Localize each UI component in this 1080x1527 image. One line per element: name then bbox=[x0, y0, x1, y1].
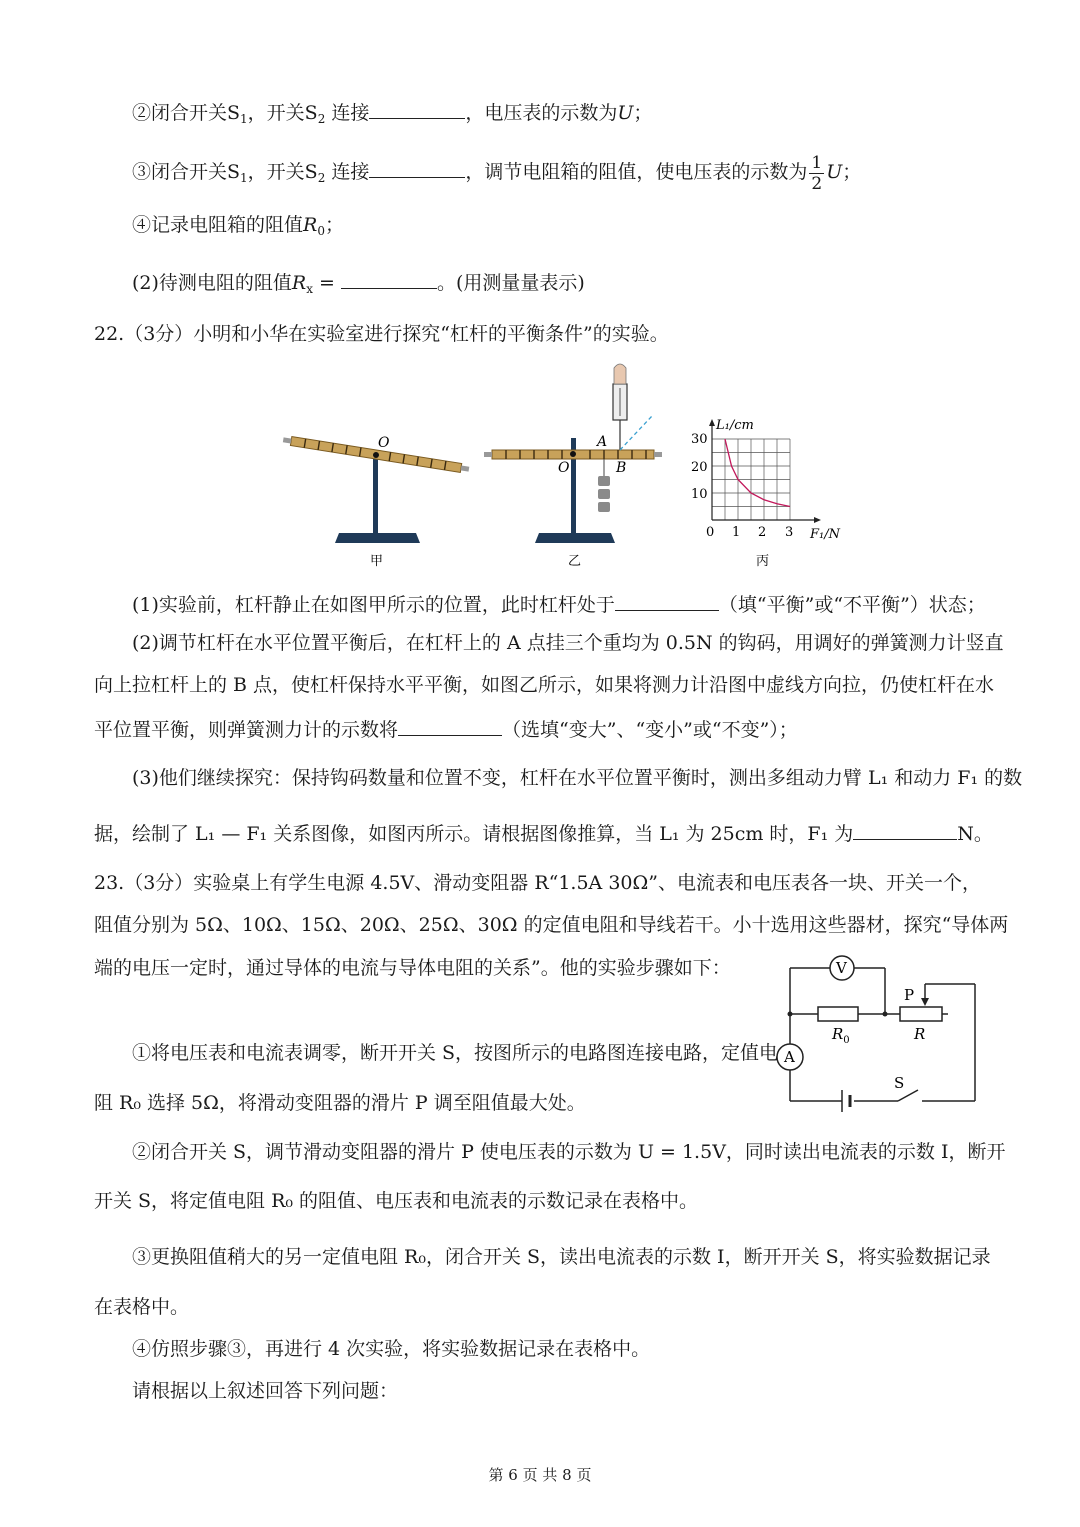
graph-xlabel: F₁/N bbox=[810, 527, 840, 542]
circuit-diagram bbox=[770, 952, 985, 1112]
q22-p3-line1: (3)他们继续探究：保持钩码数量和位置不变，杠杆在水平位置平衡时，测出多组动力臂 L₁ 和动力 F₁ 的数 bbox=[132, 767, 1023, 789]
label-O: O bbox=[558, 460, 570, 476]
q23-step4: ④仿照步骤③，再进行 4 次实验，将实验数据记录在表格中。 bbox=[132, 1338, 651, 1360]
figure-label-yi: 乙 bbox=[568, 554, 582, 569]
fraction: $\frac{1}{2}$ bbox=[811, 152, 823, 194]
q22-title: 22.（3分）小明和小华在实验室进行探究“杠杆的平衡条件”的实验。 bbox=[94, 323, 669, 345]
ytick-30: 30 bbox=[691, 432, 708, 447]
xtick-3: 3 bbox=[785, 525, 794, 540]
xtick-2: 2 bbox=[758, 525, 767, 540]
answer-blank[interactable] bbox=[398, 715, 502, 736]
q23-line2: 阻值分别为 5Ω、10Ω、15Ω、20Ω、25Ω、30Ω 的定值电阻和导线若干。小十选用这些器材，探究“导体两 bbox=[94, 914, 1009, 936]
figure-yi bbox=[480, 360, 670, 570]
switch-label: S bbox=[894, 1074, 905, 1092]
figure-label-bing: 丙 bbox=[756, 554, 770, 569]
q23-step3-line2: 在表格中。 bbox=[94, 1296, 190, 1318]
answer-blank[interactable] bbox=[369, 157, 465, 178]
xtick-0: 0 bbox=[706, 525, 715, 540]
q21-step3: ③闭合开关$S_1$，开关$S_2$ 连接 ，调节电阻箱的阻值，使电压表的示数为 $\frac{1}{2}$ U； bbox=[132, 152, 862, 194]
ytick-20: 20 bbox=[691, 460, 708, 475]
label-A: A bbox=[597, 434, 608, 450]
q22-p2-line3: 平位置平衡，则弹簧测力计的示数将 （选填“变大”、“变小”或“不变”）； bbox=[94, 715, 798, 743]
q23-step1-line2: 阻 R₀ 选择 5Ω，将滑动变阻器的滑片 P 调至阻值最大处。 bbox=[94, 1092, 586, 1114]
answer-blank[interactable] bbox=[369, 98, 465, 119]
page-footer: 第 6 页 共 8 页 bbox=[488, 1466, 592, 1484]
q22-p2-line1: (2)调节杠杆在水平位置平衡后，在杠杆上的 A 点挂三个重均为 0.5N 的钩码，用调好的弹簧测力计竖直 bbox=[132, 632, 1004, 654]
figure-jia bbox=[280, 425, 475, 570]
ytick-10: 10 bbox=[691, 487, 708, 502]
figure-bing-graph bbox=[682, 415, 852, 573]
ammeter-label: A bbox=[784, 1048, 795, 1066]
q22-p3-line2: 据，绘制了 L₁ — F₁ 关系图像，如图丙所示。请根据图像推算，当 L₁ 为 25cm 时，F₁ 为 N。 bbox=[94, 819, 993, 847]
voltmeter-label: V bbox=[836, 959, 847, 977]
q22-p2-line2: 向上拉杠杆上的 B 点，使杠杆保持水平平衡，如图乙所示，如果将测力计沿图中虚线方向拉，仍使杠杆在水 bbox=[94, 674, 995, 696]
q23-step3-line1: ③更换阻值稍大的另一定值电阻 R₀，闭合开关 S，读出电流表的示数 I，断开开关 S，将实验数据记录 bbox=[132, 1246, 991, 1268]
label-O: O bbox=[378, 435, 390, 451]
answer-blank[interactable] bbox=[341, 268, 437, 289]
q23-step2-line1: ②闭合开关 S，调节滑动变阻器的滑片 P 使电压表的示数为 U = 1.5V，同时读出电流表的示数 I，断开 bbox=[132, 1141, 1006, 1163]
figure-label-jia: 甲 bbox=[370, 554, 384, 569]
q23-line3: 端的电压一定时，通过导体的电流与导体电阻的关系”。他的实验步骤如下： bbox=[94, 957, 731, 979]
label-B: B bbox=[616, 460, 627, 476]
q22-p1: (1)实验前，杠杆静止在如图甲所示的位置，此时杠杆处于 （填“平衡”或“不平衡”）状态； bbox=[132, 590, 986, 618]
answer-blank[interactable] bbox=[853, 819, 957, 840]
q23-line1: 23.（3分）实验桌上有学生电源 4.5V、滑动变阻器 R“1.5A 30Ω”、电流表和电压表各一块、开关一个， bbox=[94, 872, 981, 894]
q21-step2: ②闭合开关$S_1$，开关$S_2$ 连接 ，电压表的示数为U； bbox=[132, 98, 652, 132]
p-label: P bbox=[904, 986, 915, 1004]
answer-blank[interactable] bbox=[615, 590, 719, 611]
q21-step4: ④记录电阻箱的阻值$R_0$； bbox=[132, 214, 344, 238]
q23-step2-line2: 开关 S，将定值电阻 R₀ 的阻值、电压表和电流表的示数记录在表格中。 bbox=[94, 1190, 699, 1212]
q23-step1-line1: ①将电压表和电流表调零，断开开关 S，按图所示的电路图连接电路，定值电 bbox=[132, 1042, 779, 1064]
q23-ask: 请根据以上叙述回答下列问题： bbox=[132, 1380, 399, 1402]
xtick-1: 1 bbox=[732, 525, 741, 540]
r-label: R bbox=[914, 1025, 926, 1043]
q21-part2: (2)待测电阻的阻值$R_x$ = 。(用测量量表示) bbox=[132, 268, 585, 302]
graph-ylabel: L₁/cm bbox=[716, 418, 754, 433]
l1-f1-curve bbox=[725, 439, 790, 507]
r0-label: $R_0$ bbox=[832, 1025, 850, 1046]
